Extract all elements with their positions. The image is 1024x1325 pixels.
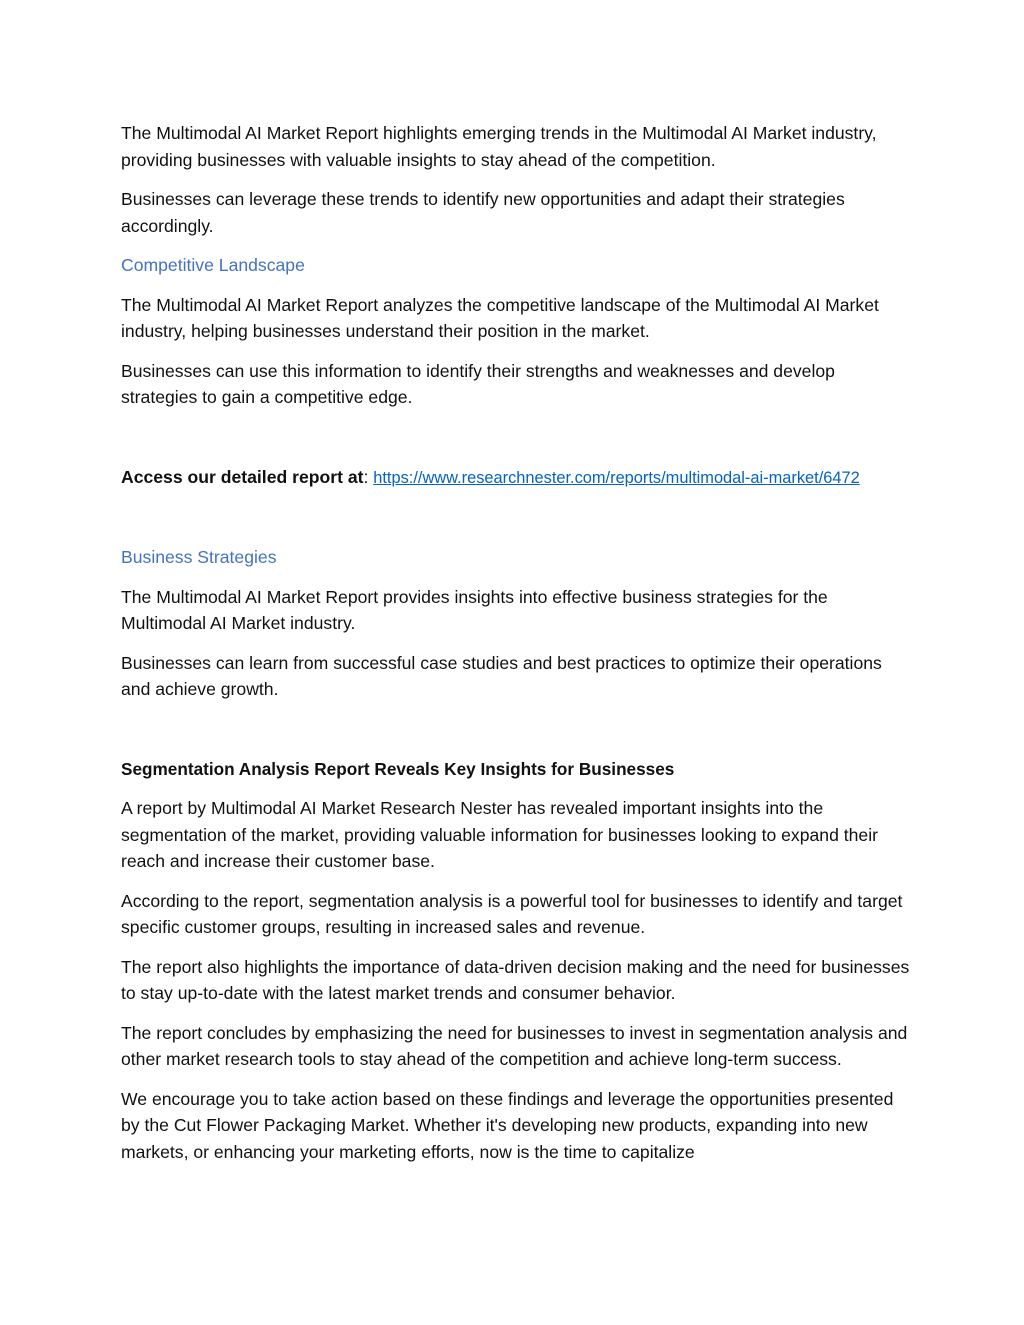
strategies-paragraph-2: Businesses can learn from successful case studies and best practices to optimize their operations and achieve growth. (121, 652, 882, 699)
access-report-label: Access our detailed report at (121, 466, 364, 487)
spacer (121, 504, 911, 544)
trends-paragraph-2: Businesses can leverage these trends to identify new opportunities and adapt their strategies accordingly. (121, 189, 845, 236)
competitive-landscape-heading: Competitive Landscape (121, 255, 305, 275)
segmentation-heading: Segmentation Analysis Report Reveals Key Insights for Businesses (121, 758, 675, 779)
report-link[interactable]: https://www.researchnester.com/reports/multimodal-ai-market/6472 (373, 468, 860, 487)
segmentation-paragraph-4: The report concludes by emphasizing the need for businesses to invest in segmentation analysis and other market research tools to stay ahead of the competition and achieve long-term success. (121, 1022, 908, 1069)
access-report-line (121, 464, 911, 492)
competitive-paragraph-2: Businesses can use this information to identify their strengths and weaknesses and develop strategies to gain a competitive edge. (121, 360, 835, 407)
segmentation-paragraph-3: The report also highlights the importance of data-driven decision making and the need for businesses to stay up-to-date with the latest market trends and consumer behavior. (121, 956, 910, 1003)
competitive-paragraph-1: The Multimodal AI Market Report analyzes the competitive landscape of the Multimodal AI Market industry, helping businesses understand their position in the market. (121, 294, 879, 341)
strategies-paragraph-1: The Multimodal AI Market Report provides insights into effective business strategies for the Multimodal AI Market industry. (121, 586, 828, 633)
segmentation-paragraph-2: According to the report, segmentation analysis is a powerful tool for businesses to identify and target specific customer groups, resulting in increased sales and revenue. (121, 890, 903, 937)
access-report-colon: : (363, 466, 374, 487)
trends-paragraph-1: The Multimodal AI Market Report highlights emerging trends in the Multimodal AI Market industry, providing businesses with valuable insights to stay ahead of the competition. (121, 123, 877, 170)
segmentation-paragraph-5: We encourage you to take action based on these findings and leverage the opportunities presented by the Cut Flower Packaging Market. Whether it's developing new products, expanding into new markets, or enhancing your marketing efforts, now is the time to capitalize (121, 1088, 894, 1162)
business-strategies-heading: Business Strategies (121, 547, 277, 567)
document-page (121, 120, 911, 1178)
spacer (121, 716, 911, 756)
spacer (121, 424, 911, 464)
segmentation-paragraph-1: A report by Multimodal AI Market Research Nester has revealed important insights into the segmentation of the market, providing valuable information for businesses looking to expand their reach and increase their customer base. (121, 798, 878, 871)
